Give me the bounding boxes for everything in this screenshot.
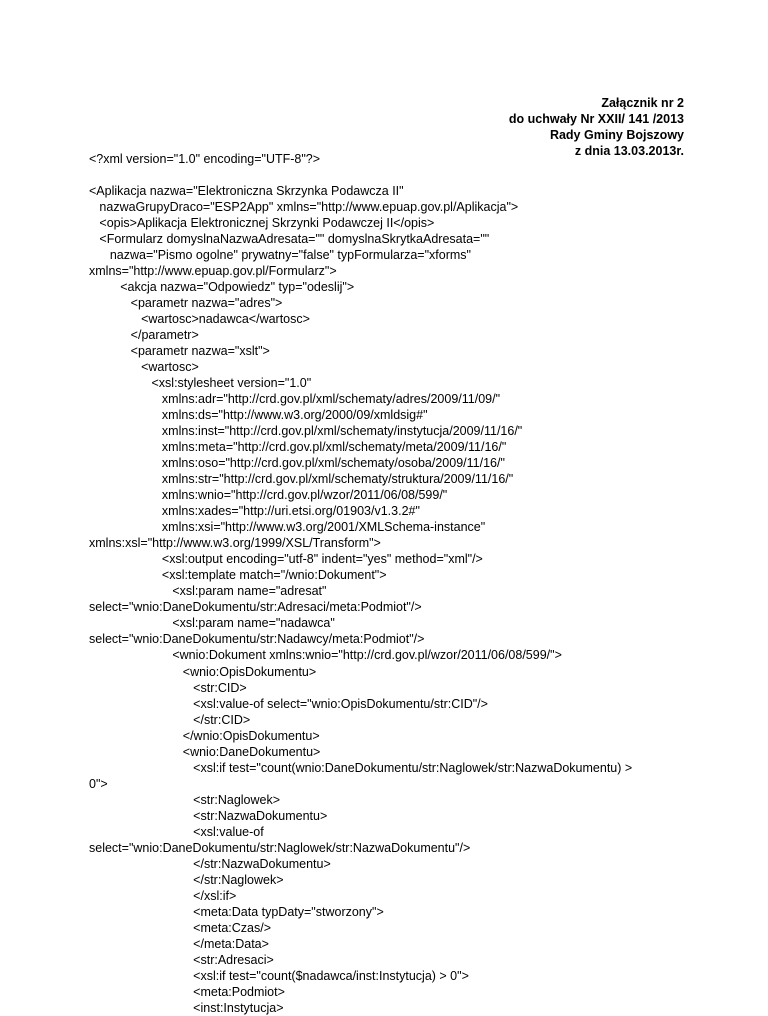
code-line: xmlns:xades="http://uri.etsi.org/01903/v1.3.2#" (89, 504, 420, 519)
code-line: <wnio:OpisDokumentu> (89, 664, 317, 679)
header-line-resolution: do uchwały Nr XXII/ 141 /2013 (508, 112, 684, 126)
code-line: <wnio:DaneDokumentu> (89, 744, 321, 759)
code-line: <opis>Aplikacja Elektronicznej Skrzynki Podawczej II</opis> (89, 216, 435, 231)
code-line: select="wnio:DaneDokumentu/str:Nadawcy/meta:Podmiot"/> (89, 632, 425, 647)
code-line: xmlns:wnio="http://crd.gov.pl/wzor/2011/06/08/599/" (89, 488, 448, 503)
code-line: nazwa="Pismo ogolne" prywatny="false" typFormularza="xforms" (89, 248, 471, 263)
header-line-date: z dnia 13.03.2013r. (574, 144, 684, 158)
code-line: 0"> (89, 776, 108, 791)
code-line: xmlns:meta="http://crd.gov.pl/xml/schematy/meta/2009/11/16/" (89, 440, 507, 455)
code-line: </meta:Data> (89, 936, 269, 951)
code-line: </xsl:if> (89, 888, 237, 903)
code-line: <xsl:stylesheet version="1.0" (89, 376, 312, 391)
code-line: xmlns:xsl="http://www.w3.org/1999/XSL/Transform"> (89, 536, 381, 551)
code-line: select="wnio:DaneDokumentu/str:Adresaci/meta:Podmiot"/> (89, 600, 422, 615)
code-line: <xsl:template match="/wnio:Dokument"> (89, 568, 387, 583)
code-line: xmlns:adr="http://crd.gov.pl/xml/schematy/adres/2009/11/09/" (89, 392, 501, 407)
code-line: xmlns:xsi="http://www.w3.org/2001/XMLSchema-instance" (89, 520, 486, 535)
header-line-council: Rady Gminy Bojszowy (549, 128, 684, 142)
code-line: xmlns:oso="http://crd.gov.pl/xml/schematy/osoba/2009/11/16/" (89, 456, 505, 471)
code-line: </wnio:OpisDokumentu> (89, 728, 320, 743)
code-line: <str:CID> (89, 680, 247, 695)
code-line: <xsl:value-of (89, 824, 264, 839)
code-line (89, 167, 708, 183)
code-line: <xsl:param name="adresat" (89, 584, 327, 599)
code-line: <parametr nazwa="xslt"> (89, 344, 270, 359)
code-line: <meta:Data typDaty="stworzony"> (89, 904, 384, 919)
attachment-header (509, 95, 684, 159)
code-line: <xsl:if test="count(wnio:DaneDokumentu/str:Naglowek/str:NazwaDokumentu) > (89, 760, 633, 775)
xml-code-block (89, 151, 708, 1016)
code-line: xmlns:ds="http://www.w3.org/2000/09/xmldsig#" (89, 408, 428, 423)
code-line: </str:CID> (89, 712, 251, 727)
code-line: <akcja nazwa="Odpowiedz" typ="odeslij"> (89, 280, 355, 295)
code-line: <wnio:Dokument xmlns:wnio="http://crd.gov.pl/wzor/2011/06/08/599/"> (89, 648, 562, 663)
code-line: nazwaGrupyDraco="ESP2App" xmlns="http://www.epuap.gov.pl/Aplikacja"> (89, 200, 519, 215)
code-line: xmlns="http://www.epuap.gov.pl/Formularz"> (89, 264, 337, 279)
code-line: select="wnio:DaneDokumentu/str:Naglowek/str:NazwaDokumentu"/> (89, 840, 471, 855)
code-line: <xsl:param name="nadawca" (89, 616, 335, 631)
code-line: <xsl:value-of select="wnio:OpisDokumentu/str:CID"/> (89, 696, 488, 711)
header-line-attachment: Załącznik nr 2 (601, 96, 684, 110)
code-line: <meta:Czas/> (89, 920, 272, 935)
code-line: </parametr> (89, 328, 199, 343)
code-line: <inst:Instytucja> (89, 1000, 284, 1015)
code-line: <str:Adresaci> (89, 952, 274, 967)
code-line: <str:NazwaDokumentu> (89, 808, 328, 823)
code-line: xmlns:str="http://crd.gov.pl/xml/schematy/struktura/2009/11/16/" (89, 472, 514, 487)
code-line: <wartosc>nadawca</wartosc> (89, 312, 310, 327)
code-line: <?xml version="1.0" encoding="UTF-8"?> (89, 152, 321, 166)
code-line: <meta:Podmiot> (89, 984, 285, 999)
code-line: </str:NazwaDokumentu> (89, 856, 331, 871)
code-line: xmlns:inst="http://crd.gov.pl/xml/schematy/instytucja/2009/11/16/" (89, 424, 523, 439)
code-line: <wartosc> (89, 360, 199, 375)
code-line: <parametr nazwa="adres"> (89, 296, 283, 311)
code-line: <str:Naglowek> (89, 792, 281, 807)
code-line: </str:Naglowek> (89, 872, 284, 887)
code-line: <xsl:if test="count($nadawca/inst:Instytucja) > 0"> (89, 968, 469, 983)
code-line: <xsl:output encoding="utf-8" indent="yes" method="xml"/> (89, 552, 483, 567)
code-line: <Formularz domyslnaNazwaAdresata="" domyslnaSkrytkaAdresata="" (89, 232, 490, 247)
code-line: <Aplikacja nazwa="Elektroniczna Skrzynka Podawcza II" (89, 184, 404, 199)
